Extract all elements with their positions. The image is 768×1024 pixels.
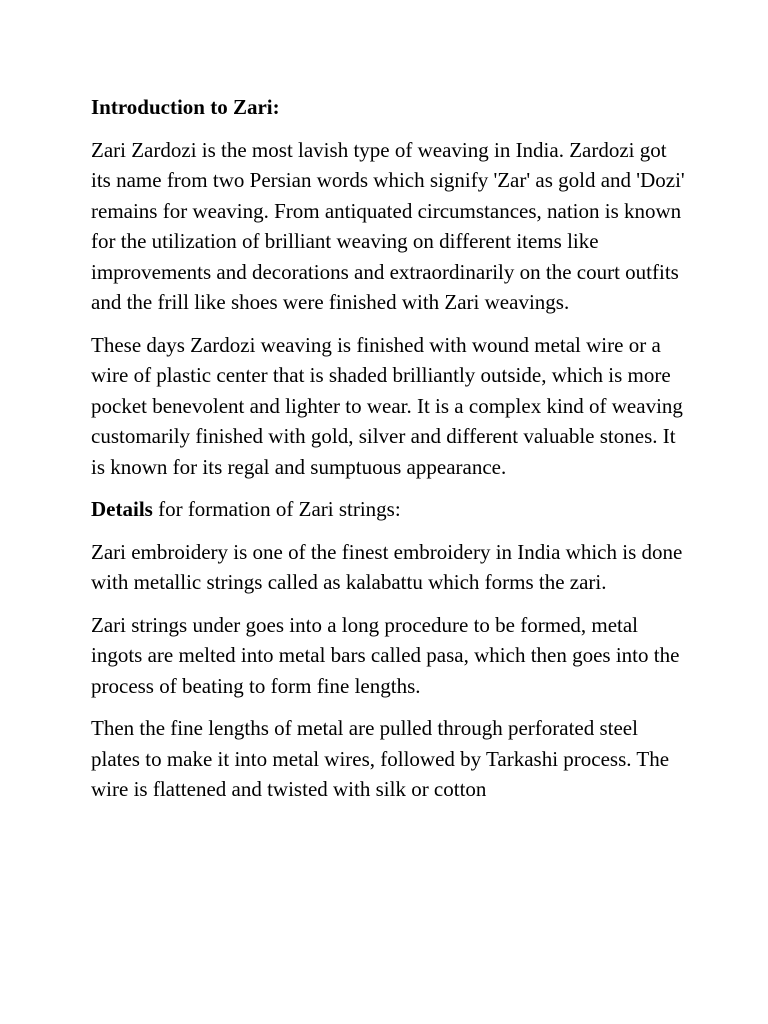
section-heading-details	[91, 494, 691, 525]
section-heading-intro: Introduction to Zari:	[91, 95, 280, 119]
document-body	[91, 92, 691, 817]
paragraph-intro-2: These days Zardozi weaving is finished with wound metal wire or a wire of plastic center that is shaded brilliantly outside, which is more pocket benevolent and lighter to wear. It is a complex kind of weaving customarily finished with gold, silver and different valuable stones. It is known for its regal and sumptuous appearance.	[91, 332, 683, 479]
paragraph-intro-1: Zari Zardozi is the most lavish type of weaving in India. Zardozi got its name from two Persian words which signify 'Zar' as gold and 'Dozi' remains for weaving. From antiquated circumstances, nation is known for the utilization of brilliant weaving on different items like improvements and decorations and extraordinarily on the court outfits and the frill like shoes were finished with Zari weavings.	[91, 137, 685, 314]
paragraph-details-1: Zari embroidery is one of the finest embroidery in India which is done with metallic strings called as kalabattu which forms the zari.	[91, 539, 683, 594]
paragraph-details-3: Then the fine lengths of metal are pulled through perforated steel plates to make it into metal wires, followed by Tarkashi process. The wire is flattened and twisted with silk or cotton	[91, 716, 670, 801]
details-bold-label: Details	[91, 497, 153, 521]
paragraph-details-2: Zari strings under goes into a long procedure to be formed, metal ingots are melted into metal bars called pasa, which then goes into the process of beating to form fine lengths.	[91, 612, 680, 698]
details-heading-rest: for formation of Zari strings:	[152, 497, 401, 521]
